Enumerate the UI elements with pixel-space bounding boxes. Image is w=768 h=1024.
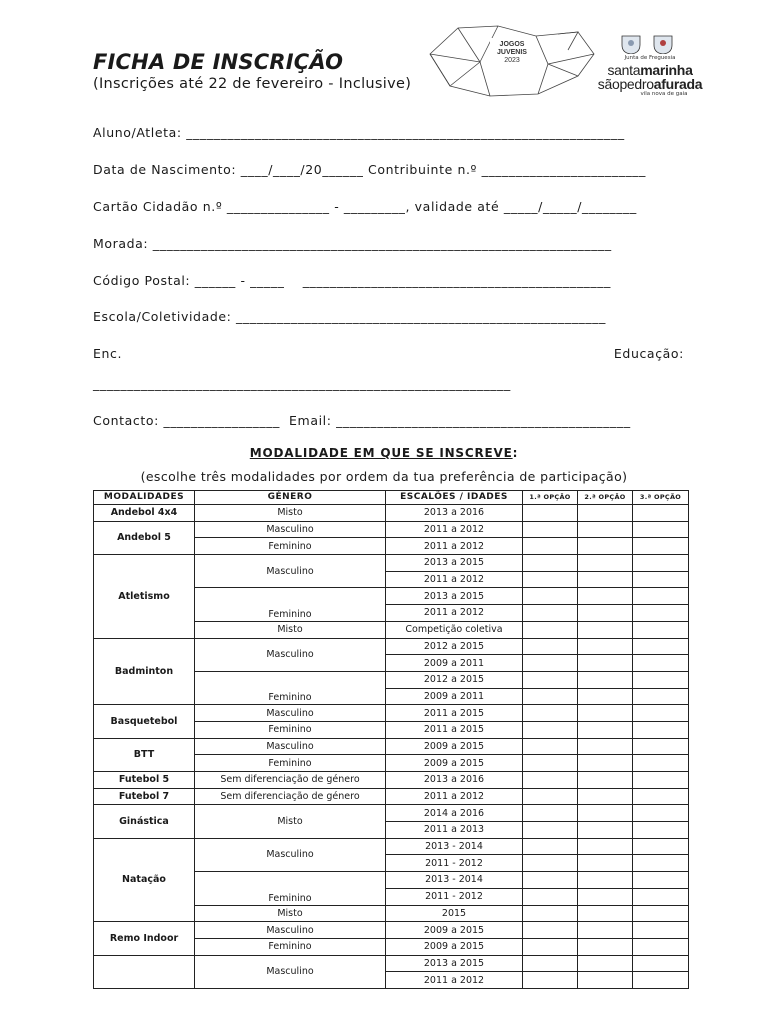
- option-1-checkbox[interactable]: [523, 655, 578, 672]
- option-1-checkbox[interactable]: [523, 521, 578, 538]
- jogos-juvenis-logo: [428, 24, 596, 98]
- option-2-checkbox[interactable]: [578, 772, 633, 789]
- option-3-checkbox[interactable]: [633, 972, 689, 989]
- education-label: Educação:: [613, 346, 684, 361]
- gender-cell: Sem diferenciação de género: [195, 772, 386, 789]
- option-3-checkbox[interactable]: [633, 822, 689, 839]
- age-cell: 2009 a 2015: [386, 755, 523, 772]
- option-2-checkbox[interactable]: [578, 838, 633, 855]
- option-1-checkbox[interactable]: [523, 555, 578, 572]
- gender-cell: Masculino: [195, 638, 386, 671]
- age-cell: Competição coletiva: [386, 621, 523, 638]
- option-1-checkbox[interactable]: [523, 955, 578, 972]
- option-3-checkbox[interactable]: [633, 855, 689, 872]
- postal-code-field[interactable]: Código Postal: ______ - _____ _____________________________________________: [93, 273, 611, 288]
- parish-line1: [590, 63, 710, 77]
- modality-cell: Badminton: [94, 638, 195, 705]
- option-1-checkbox[interactable]: [523, 538, 578, 555]
- header-option-3: 3.ª OPÇÃO: [633, 491, 689, 505]
- option-3-checkbox[interactable]: [633, 671, 689, 688]
- option-2-checkbox[interactable]: [578, 655, 633, 672]
- age-cell: 2011 a 2012: [386, 538, 523, 555]
- option-2-checkbox[interactable]: [578, 688, 633, 705]
- modality-cell: BTT: [94, 738, 195, 771]
- age-cell: 2013 a 2015: [386, 555, 523, 572]
- option-1-checkbox[interactable]: [523, 972, 578, 989]
- citizen-card-field[interactable]: Cartão Cidadão n.º _______________ - _________, validade até _____/_____/________: [93, 199, 637, 214]
- option-3-checkbox[interactable]: [633, 655, 689, 672]
- parish-small-text: Junta de Freguesia: [624, 55, 676, 61]
- option-3-checkbox[interactable]: [633, 772, 689, 789]
- section-title-suffix: :: [512, 446, 519, 460]
- age-cell: 2009 a 2015: [386, 922, 523, 939]
- option-2-checkbox[interactable]: [578, 922, 633, 939]
- gender-cell: Feminino: [195, 588, 386, 621]
- address-field[interactable]: Morada: ___________________________________________________________________: [93, 236, 612, 251]
- option-2-checkbox[interactable]: [578, 938, 633, 955]
- option-3-checkbox[interactable]: [633, 721, 689, 738]
- contact-email-field[interactable]: Contacto: _________________ Email: ___________________________________________: [93, 413, 631, 428]
- games-logo-line1: JOGOS: [499, 41, 525, 48]
- modality-cell: Remo Indoor: [94, 922, 195, 955]
- age-cell: 2015: [386, 905, 523, 922]
- option-2-checkbox[interactable]: [578, 805, 633, 822]
- option-2-checkbox[interactable]: [578, 822, 633, 839]
- header-modalidades: MODALIDADES: [94, 491, 195, 505]
- gender-cell: Feminino: [195, 671, 386, 704]
- age-cell: 2011 - 2012: [386, 855, 523, 872]
- gender-cell: Masculino: [195, 705, 386, 722]
- page-title: FICHA DE INSCRIÇÃO: [93, 50, 344, 74]
- table-row: [94, 705, 689, 722]
- option-2-checkbox[interactable]: [578, 955, 633, 972]
- option-3-checkbox[interactable]: [633, 805, 689, 822]
- age-cell: 2013 - 2014: [386, 872, 523, 889]
- athlete-name-field[interactable]: Aluno/Atleta: ________________________________________________________________: [93, 125, 625, 140]
- option-3-checkbox[interactable]: [633, 872, 689, 889]
- option-2-checkbox[interactable]: [578, 521, 633, 538]
- option-3-checkbox[interactable]: [633, 571, 689, 588]
- option-3-checkbox[interactable]: [633, 521, 689, 538]
- option-1-checkbox[interactable]: [523, 772, 578, 789]
- age-cell: 2011 - 2012: [386, 888, 523, 905]
- table-row: [94, 638, 689, 655]
- coat-of-arms-icon: [618, 34, 682, 54]
- option-1-checkbox[interactable]: [523, 571, 578, 588]
- option-3-checkbox[interactable]: [633, 922, 689, 939]
- parish-logo: [590, 34, 710, 102]
- age-cell: 2009 a 2015: [386, 938, 523, 955]
- modality-cell: Andebol 5: [94, 521, 195, 554]
- age-cell: 2011 a 2015: [386, 705, 523, 722]
- gender-cell: Masculino: [195, 521, 386, 538]
- parish-line2-a: sãopedro: [597, 76, 654, 92]
- gender-cell: Masculino: [195, 555, 386, 588]
- header-genero: GÉNERO: [195, 491, 386, 505]
- modalities-table: [93, 490, 689, 989]
- option-2-checkbox[interactable]: [578, 788, 633, 805]
- table-row: [94, 505, 689, 522]
- parish-line2-b: afurada: [653, 76, 703, 92]
- option-3-checkbox[interactable]: [633, 788, 689, 805]
- gender-cell: Misto: [195, 505, 386, 522]
- table-header-row: [94, 491, 689, 505]
- age-cell: 2009 a 2015: [386, 738, 523, 755]
- age-cell: 2012 a 2015: [386, 638, 523, 655]
- age-cell: 2011 a 2013: [386, 822, 523, 839]
- gender-cell: Masculino: [195, 838, 386, 871]
- option-1-checkbox[interactable]: [523, 838, 578, 855]
- option-1-checkbox[interactable]: [523, 688, 578, 705]
- games-logo-year: 2023: [504, 57, 520, 64]
- age-cell: 2014 a 2016: [386, 805, 523, 822]
- header-option-1: 1.ª OPÇÃO: [523, 491, 578, 505]
- age-cell: 2011 a 2012: [386, 605, 523, 622]
- games-logo-line2: JUVENIS: [497, 49, 527, 56]
- option-2-checkbox[interactable]: [578, 738, 633, 755]
- option-1-checkbox[interactable]: [523, 938, 578, 955]
- gender-cell: Masculino: [195, 955, 386, 988]
- option-2-checkbox[interactable]: [578, 571, 633, 588]
- option-2-checkbox[interactable]: [578, 905, 633, 922]
- table-row: [94, 738, 689, 755]
- option-2-checkbox[interactable]: [578, 555, 633, 572]
- option-1-checkbox[interactable]: [523, 588, 578, 605]
- parish-line1-b: marinha: [640, 62, 693, 78]
- age-cell: 2013 a 2016: [386, 772, 523, 789]
- option-1-checkbox[interactable]: [523, 671, 578, 688]
- table-row: [94, 922, 689, 939]
- gender-cell: Feminino: [195, 755, 386, 772]
- option-3-checkbox[interactable]: [633, 588, 689, 605]
- option-1-checkbox[interactable]: [523, 872, 578, 889]
- option-1-checkbox[interactable]: [523, 805, 578, 822]
- guardian-line-field[interactable]: _____________________________________________________________: [93, 376, 511, 391]
- option-1-checkbox[interactable]: [523, 905, 578, 922]
- option-3-checkbox[interactable]: [633, 838, 689, 855]
- option-3-checkbox[interactable]: [633, 755, 689, 772]
- table-row: [94, 838, 689, 855]
- gender-cell: Masculino: [195, 922, 386, 939]
- age-cell: 2013 - 2014: [386, 838, 523, 855]
- gender-cell: Masculino: [195, 738, 386, 755]
- option-2-checkbox[interactable]: [578, 855, 633, 872]
- parish-line2: [590, 77, 710, 91]
- option-1-checkbox[interactable]: [523, 705, 578, 722]
- option-3-checkbox[interactable]: [633, 505, 689, 522]
- age-cell: 2009 a 2011: [386, 688, 523, 705]
- option-1-checkbox[interactable]: [523, 822, 578, 839]
- table-row: [94, 955, 689, 972]
- age-cell: 2011 a 2015: [386, 721, 523, 738]
- option-3-checkbox[interactable]: [633, 688, 689, 705]
- age-cell: 2012 a 2015: [386, 671, 523, 688]
- option-1-checkbox[interactable]: [523, 605, 578, 622]
- option-3-checkbox[interactable]: [633, 738, 689, 755]
- age-cell: 2011 a 2012: [386, 972, 523, 989]
- modality-cell: Andebol 4x4: [94, 505, 195, 522]
- option-2-checkbox[interactable]: [578, 755, 633, 772]
- page-subtitle: (Inscrições até 22 de fevereiro - Inclusive): [93, 76, 412, 92]
- gender-cell: Sem diferenciação de género: [195, 788, 386, 805]
- option-1-checkbox[interactable]: [523, 788, 578, 805]
- option-2-checkbox[interactable]: [578, 705, 633, 722]
- option-3-checkbox[interactable]: [633, 955, 689, 972]
- table-row: [94, 555, 689, 572]
- gender-cell: Feminino: [195, 872, 386, 905]
- gender-cell: Feminino: [195, 721, 386, 738]
- age-cell: 2011 a 2012: [386, 521, 523, 538]
- section-subtitle: (escolhe três modalidades por ordem da tua preferência de participação): [140, 469, 628, 484]
- table-row: [94, 805, 689, 822]
- option-2-checkbox[interactable]: [578, 638, 633, 655]
- header-option-2: 2.ª OPÇÃO: [578, 491, 633, 505]
- option-1-checkbox[interactable]: [523, 922, 578, 939]
- parish-small-text-2: vila nova de gaia: [640, 91, 688, 97]
- option-2-checkbox[interactable]: [578, 605, 633, 622]
- table-row: [94, 521, 689, 538]
- age-cell: 2011 a 2012: [386, 571, 523, 588]
- option-1-checkbox[interactable]: [523, 721, 578, 738]
- option-1-checkbox[interactable]: [523, 755, 578, 772]
- modality-cell: Futebol 7: [94, 788, 195, 805]
- table-row: [94, 788, 689, 805]
- age-cell: 2009 a 2011: [386, 655, 523, 672]
- option-2-checkbox[interactable]: [578, 588, 633, 605]
- age-cell: 2013 a 2015: [386, 955, 523, 972]
- gender-cell: Misto: [195, 621, 386, 638]
- option-3-checkbox[interactable]: [633, 888, 689, 905]
- option-2-checkbox[interactable]: [578, 505, 633, 522]
- age-cell: 2013 a 2016: [386, 505, 523, 522]
- option-1-checkbox[interactable]: [523, 505, 578, 522]
- option-2-checkbox[interactable]: [578, 972, 633, 989]
- option-2-checkbox[interactable]: [578, 671, 633, 688]
- option-2-checkbox[interactable]: [578, 621, 633, 638]
- birth-date-taxid-field[interactable]: Data de Nascimento: ____/____/20______ Contribuinte n.º ________________________: [93, 162, 646, 177]
- gender-cell: Feminino: [195, 538, 386, 555]
- option-2-checkbox[interactable]: [578, 888, 633, 905]
- option-3-checkbox[interactable]: [633, 605, 689, 622]
- section-title-text: MODALIDADE EM QUE SE INSCREVE: [249, 446, 513, 460]
- option-2-checkbox[interactable]: [578, 872, 633, 889]
- modality-cell: [94, 955, 195, 988]
- option-1-checkbox[interactable]: [523, 855, 578, 872]
- option-3-checkbox[interactable]: [633, 938, 689, 955]
- option-3-checkbox[interactable]: [633, 638, 689, 655]
- school-club-field[interactable]: Escola/Coletividade: ______________________________________________________: [93, 309, 606, 324]
- modality-cell: Atletismo: [94, 555, 195, 638]
- option-1-checkbox[interactable]: [523, 888, 578, 905]
- option-3-checkbox[interactable]: [633, 538, 689, 555]
- modality-cell: Ginástica: [94, 805, 195, 838]
- age-cell: 2011 a 2012: [386, 788, 523, 805]
- table-row: [94, 772, 689, 789]
- option-2-checkbox[interactable]: [578, 538, 633, 555]
- modality-cell: Natação: [94, 838, 195, 921]
- option-2-checkbox[interactable]: [578, 721, 633, 738]
- section-title: [0, 446, 768, 460]
- option-3-checkbox[interactable]: [633, 905, 689, 922]
- gender-cell: Feminino: [195, 938, 386, 955]
- option-3-checkbox[interactable]: [633, 621, 689, 638]
- header-escaloes: ESCALÕES / IDADES: [386, 491, 523, 505]
- option-1-checkbox[interactable]: [523, 621, 578, 638]
- parish-line1-a: santa: [607, 62, 641, 78]
- option-1-checkbox[interactable]: [523, 638, 578, 655]
- modality-cell: Futebol 5: [94, 772, 195, 789]
- option-3-checkbox[interactable]: [633, 555, 689, 572]
- guardian-label: Enc.: [93, 346, 123, 361]
- gender-cell: Misto: [195, 905, 386, 922]
- age-cell: 2013 a 2015: [386, 588, 523, 605]
- option-1-checkbox[interactable]: [523, 738, 578, 755]
- option-3-checkbox[interactable]: [633, 705, 689, 722]
- gender-cell: Misto: [195, 805, 386, 838]
- modality-cell: Basquetebol: [94, 705, 195, 738]
